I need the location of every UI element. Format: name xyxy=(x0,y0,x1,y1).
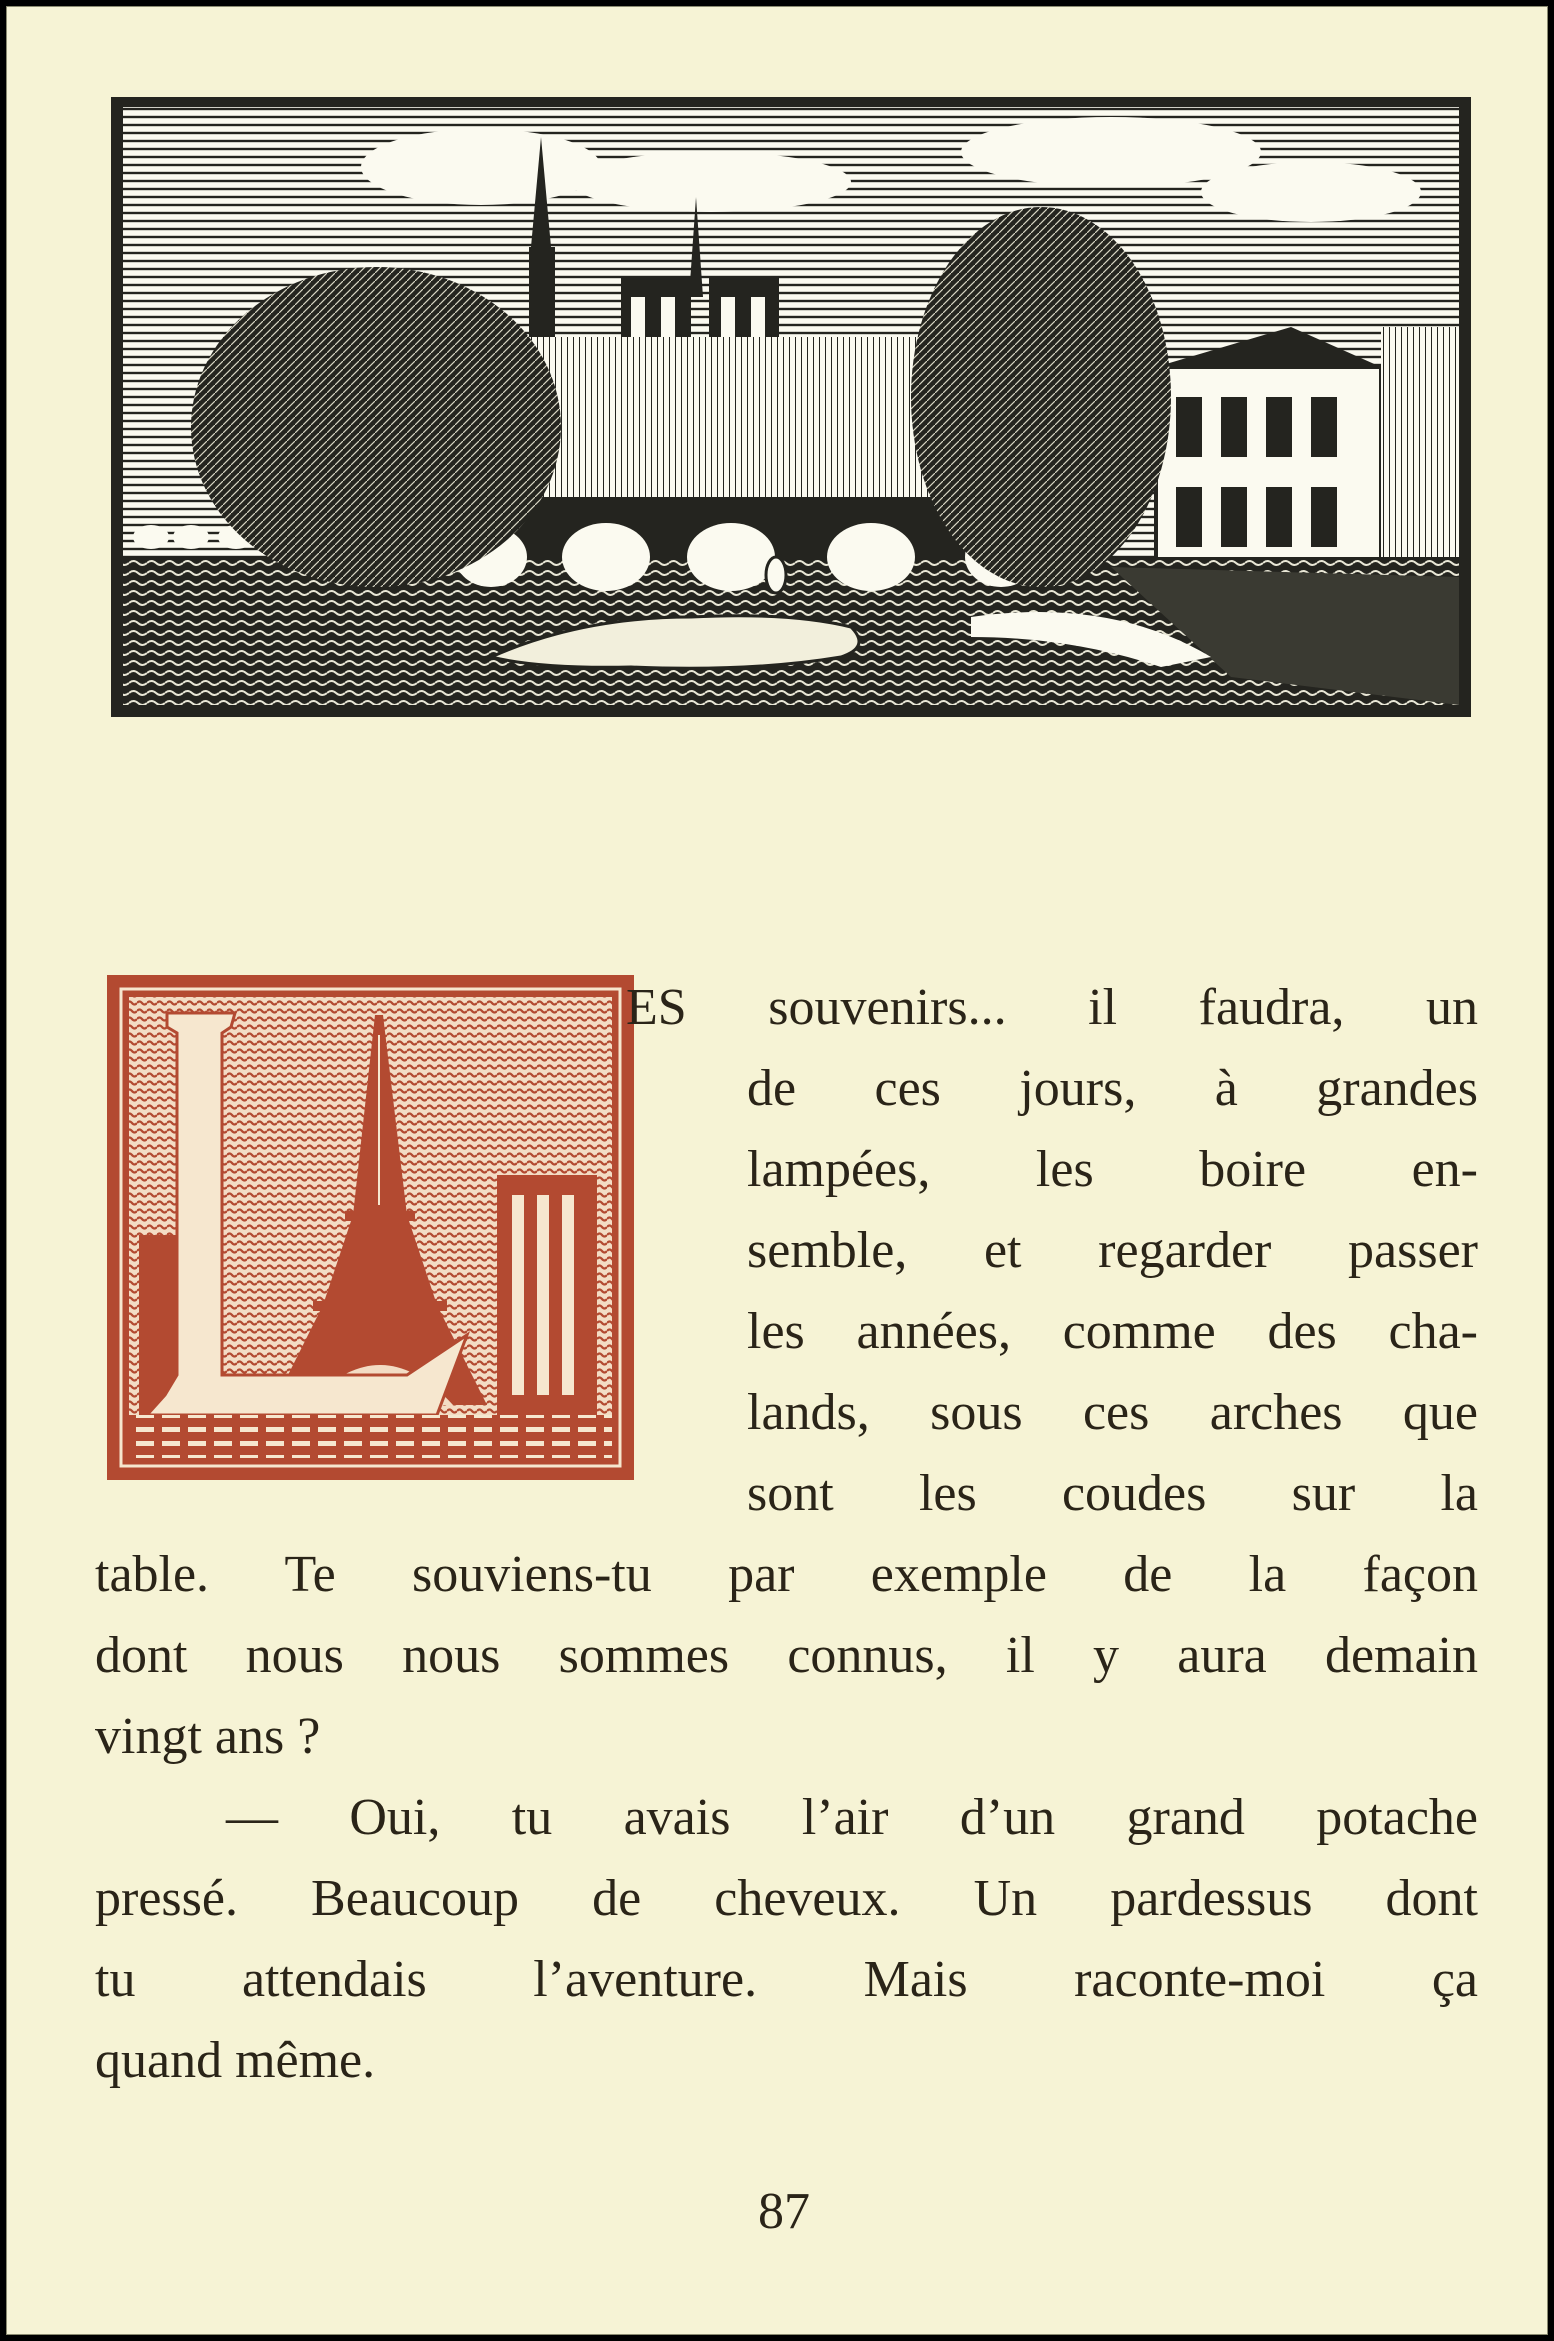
drop-cap-l xyxy=(107,975,634,1480)
drop-cap-paragraph xyxy=(626,967,1478,1534)
woodcut-svg xyxy=(111,97,1471,717)
text-line: — Oui, tu avais l’air d’un grand potache xyxy=(226,1789,1478,1846)
drop-cap-svg xyxy=(107,975,634,1480)
text-line: quand même. xyxy=(95,2032,376,2089)
text-line: sont les coudes sur la xyxy=(747,1465,1478,1522)
page-number: 87 xyxy=(758,2183,810,2240)
hand-mirror xyxy=(766,557,786,593)
text-line: pressé. Beaucoup de cheveux. Un pardessus dont xyxy=(95,1870,1478,1927)
text-line: les années, comme des cha- xyxy=(747,1303,1478,1360)
text-line: table. Te souviens-tu par exemple de la façon xyxy=(95,1546,1478,1603)
left-tree xyxy=(191,267,561,587)
text-line: lampées, les boire en- xyxy=(747,1141,1478,1198)
text-line: semble, et regarder passer xyxy=(747,1222,1478,1279)
page xyxy=(6,6,1548,2335)
text-line: ES souvenirs... il faudra, un xyxy=(626,979,1478,1036)
text-line: lands, sous ces arches que xyxy=(747,1384,1478,1441)
woodcut-illustration xyxy=(111,97,1471,717)
text-line: de ces jours, à grandes xyxy=(747,1060,1478,1117)
text-line: tu attendais l’aventure. Mais raconte-moi ça xyxy=(95,1951,1478,2008)
text-line: dont nous nous sommes connus, il y aura demain xyxy=(95,1627,1478,1684)
right-tree xyxy=(911,207,1171,587)
palace xyxy=(1156,327,1459,587)
body-paragraphs xyxy=(95,1534,1478,2101)
text-line: vingt ans ? xyxy=(95,1708,321,1765)
